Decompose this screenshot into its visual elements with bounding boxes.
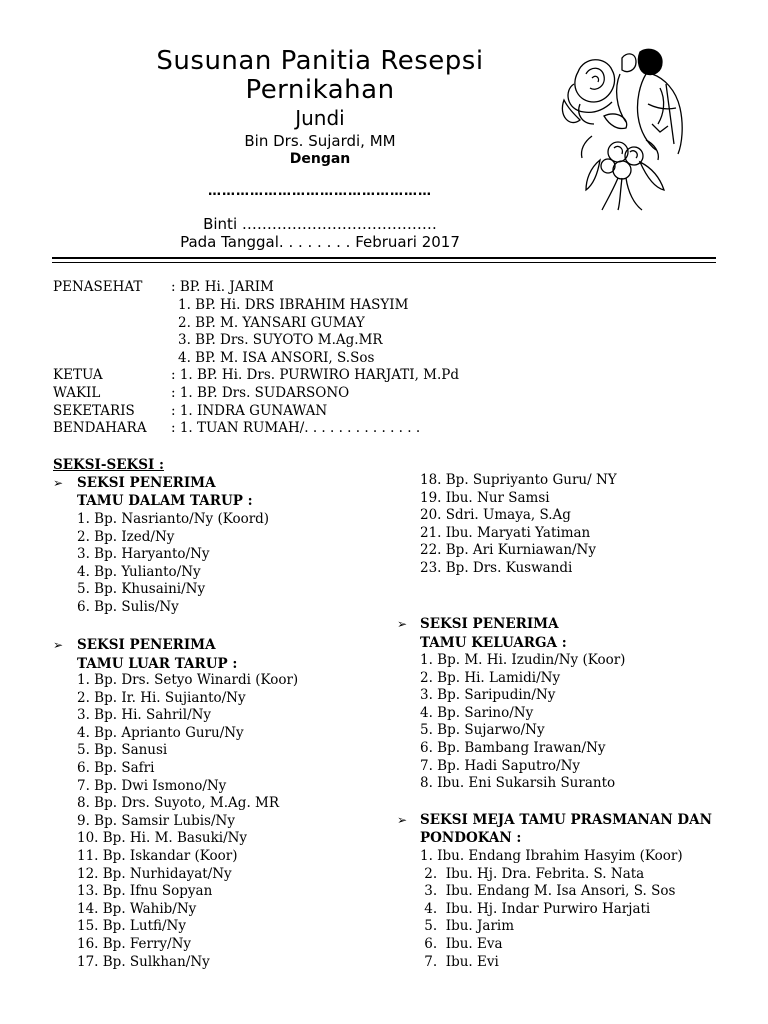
list-item: 17. Bp. Sulkhan/Ny	[77, 953, 210, 970]
list-item: 18. Bp. Supriyanto Guru/ NY	[420, 472, 617, 488]
groom-parent: Bin Drs. Sujardi, MM	[244, 132, 396, 150]
list-item: 1. Bp. M. Hi. Izudin/Ny (Koor)	[420, 652, 626, 668]
list-item: 3. Bp. Haryanto/Ny	[77, 546, 210, 563]
list-item: 6. Ibu. Eva	[420, 935, 503, 952]
advisor-head: : BP. Hi. JARIM	[171, 279, 274, 295]
list-item: 2. Ibu. Hj. Dra. Febrita. S. Nata	[420, 865, 645, 882]
list-item: 23. Bp. Drs. Kuswandi	[420, 559, 573, 576]
list-item: 22. Bp. Ari Kurniawan/Ny	[420, 542, 597, 559]
bride-parent: Binti …………………………………	[203, 215, 437, 233]
section-title: SEKSI PENERIMA	[77, 637, 216, 653]
list-item: 4. Ibu. Hj. Indar Purwiro Harjati	[420, 900, 651, 917]
header-rule-thin	[52, 262, 716, 263]
arrow-bullet-icon: ➢	[397, 813, 408, 827]
tarup-in-list	[77, 511, 269, 617]
section-subtitle: PONDOKAN :	[420, 830, 522, 846]
list-item: 1. Ibu. Endang Ibrahim Hasyim (Koor)	[420, 848, 683, 864]
list-item: 3. Ibu. Endang M. Isa Ansori, S. Sos	[420, 883, 676, 900]
list-item: 5. Bp. Khusaini/Ny	[77, 581, 206, 598]
list-item: 8. Ibu. Eni Sukarsih Suranto	[420, 775, 616, 792]
advisor-item: 4. BP. M. ISA ANSORI, S.Sos	[178, 350, 375, 366]
wedding-couple-rose-icon	[556, 44, 710, 212]
list-item: 6. Bp. Bambang Irawan/Ny	[420, 739, 606, 756]
title-line-1: Susunan Panitia Resepsi	[156, 46, 484, 76]
vice-value: : 1. BP. Drs. SUDARSONO	[171, 385, 350, 401]
treasurer-value: : 1. TUAN RUMAH/. . . . . . . . . . . . . .	[171, 420, 421, 436]
family-list	[420, 652, 625, 793]
section-subtitle: TAMU LUAR TARUP :	[77, 656, 238, 672]
list-item: 21. Ibu. Maryati Yatiman	[420, 524, 591, 541]
list-item: 14. Bp. Wahib/Ny	[77, 900, 197, 917]
list-item: 4. Bp. Sarino/Ny	[420, 704, 534, 721]
arrow-bullet-icon: ➢	[53, 476, 64, 490]
section-subtitle: TAMU DALAM TARUP :	[77, 493, 253, 509]
bride-name-blank: …………………………………………	[208, 184, 432, 199]
advisor-item: 1. BP. Hi. DRS IBRAHIM HASYIM	[178, 297, 409, 313]
list-item: 16. Bp. Ferry/Ny	[77, 935, 192, 952]
advisor-label: PENASEHAT	[53, 279, 143, 295]
list-item: 3. Bp. Hi. Sahril/Ny	[77, 707, 212, 724]
secretary-label: SEKETARIS	[53, 403, 135, 419]
secretary-value: : 1. INDRA GUNAWAN	[171, 403, 328, 419]
list-item: 1. Bp. Drs. Setyo Winardi (Koor)	[77, 672, 299, 688]
buffet-list	[420, 848, 683, 971]
list-item: 7. Ibu. Evi	[420, 953, 499, 970]
list-item: 5. Bp. Sujarwo/Ny	[420, 722, 545, 739]
treasurer-label: BENDAHARA	[53, 420, 147, 436]
list-item: 2. Bp. Ir. Hi. Sujianto/Ny	[77, 689, 246, 706]
advisor-item: 3. BP. Drs. SUYOTO M.Ag.MR	[178, 332, 383, 348]
header-rule-thick	[52, 257, 716, 259]
list-item: 2. Bp. Ized/Ny	[77, 528, 175, 545]
chair-label: KETUA	[53, 367, 103, 383]
list-item: 4. Bp. Yulianto/Ny	[77, 563, 201, 580]
arrow-bullet-icon: ➢	[397, 617, 408, 631]
list-item: 7. Bp. Dwi Ismono/Ny	[77, 777, 227, 794]
list-item: 1. Bp. Nasrianto/Ny (Koord)	[77, 511, 270, 527]
list-item: 6. Bp. Sulis/Ny	[77, 598, 179, 615]
list-item: 9. Bp. Samsir Lubis/Ny	[77, 812, 235, 829]
list-item: 11. Bp. Iskandar (Koor)	[77, 847, 238, 864]
with-label: Dengan	[289, 151, 351, 167]
section-title: SEKSI MEJA TAMU PRASMANAN DAN	[420, 812, 712, 828]
sections-heading: SEKSI-SEKSI :	[53, 457, 164, 473]
list-item: 8. Bp. Drs. Suyoto, M.Ag. MR	[77, 795, 280, 812]
groom-name: Jundi	[295, 106, 345, 130]
list-item: 5. Ibu. Jarim	[420, 918, 515, 935]
list-item: 12. Bp. Nurhidayat/Ny	[77, 865, 232, 882]
section-title: SEKSI PENERIMA	[77, 475, 216, 491]
section-subtitle: TAMU KELUARGA :	[420, 635, 567, 651]
list-item: 2. Bp. Hi. Lamidi/Ny	[420, 669, 561, 686]
chair-value: : 1. BP. Hi. Drs. PURWIRO HARJATI, M.Pd	[171, 367, 460, 383]
list-item: 13. Bp. Ifnu Sopyan	[77, 883, 213, 900]
list-item: 20. Sdri. Umaya, S.Ag	[420, 507, 571, 524]
title-line-2: Pernikahan	[245, 75, 395, 105]
list-item: 6. Bp. Safri	[77, 759, 155, 776]
tarup-out-list	[77, 672, 298, 971]
list-item: 10. Bp. Hi. M. Basuki/Ny	[77, 830, 248, 847]
list-item: 5. Bp. Sanusi	[77, 742, 168, 759]
tarup-out-list-continued	[420, 472, 617, 578]
advisor-item: 2. BP. M. YANSARI GUMAY	[178, 315, 365, 331]
list-item: 7. Bp. Hadi Saputro/Ny	[420, 757, 581, 774]
vice-label: WAKIL	[53, 385, 101, 401]
list-item: 19. Ibu. Nur Samsi	[420, 489, 550, 506]
list-item: 15. Bp. Lutfi/Ny	[77, 918, 186, 935]
list-item: 4. Bp. Aprianto Guru/Ny	[77, 724, 244, 741]
arrow-bullet-icon: ➢	[53, 638, 64, 652]
list-item: 3. Bp. Saripudin/Ny	[420, 687, 556, 704]
section-title: SEKSI PENERIMA	[420, 616, 559, 632]
wedding-date: Pada Tanggal. . . . . . . . Februari 2017	[180, 233, 460, 251]
